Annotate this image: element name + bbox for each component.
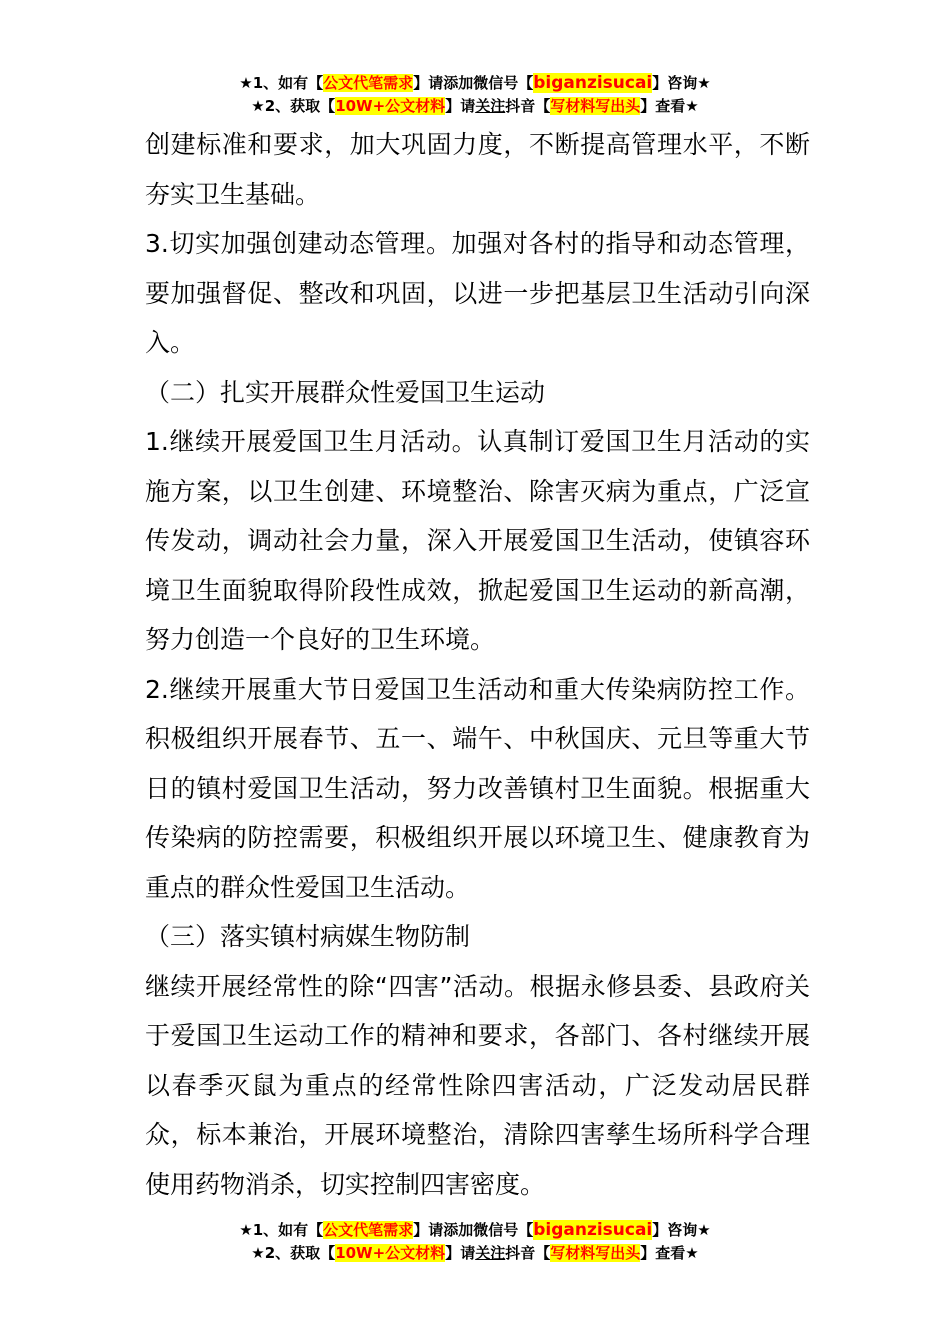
paragraph-continuation: 创建标准和要求，加大巩固力度，不断提高管理水平，不断夯实卫生基础。: [145, 130, 810, 209]
header-banner: [0, 72, 950, 118]
paragraph-pest-control: 继续开展经常性的除“四害”活动。根据永修县委、县政府关于爱国卫生运动工作的精神和要求，各部门、各村继续开展以春季灭鼠为重点的经常性除四害活动，广泛发动居民群众，标本兼治，开展环境整治，清除四害孳生场所科学合理使用药物消杀，切实控制四害密度。: [145, 971, 810, 1199]
paragraph-item-2: 2.继续开展重大节日爱国卫生活动和重大传染病防控工作。积极组织开展春节、五一、端午、中秋国庆、元旦等重大节日的镇村爱国卫生活动，努力改善镇村卫生面貌。根据重大传染病的防控需要，积极组织开展以环境卫生、健康教育为重点的群众性爱国卫生活动。: [145, 674, 810, 902]
header-line-2: [0, 95, 950, 118]
footer-line-2: [0, 1242, 950, 1265]
footer-highlight-wechat-id: biganzisucai: [533, 1220, 653, 1240]
section-heading-3: （三）落实镇村病媒生物防制: [145, 922, 471, 951]
header-highlight-service: 公文代笔需求: [323, 74, 414, 92]
footer-underline-follow: 关注: [475, 1244, 506, 1262]
footer-line-1-suffix: 】咨询★: [652, 1221, 711, 1239]
footer-line-2-mid2: 抖音【: [505, 1244, 551, 1262]
header-line-2-suffix: 】查看★: [640, 97, 699, 115]
footer-line-2-suffix: 】查看★: [640, 1244, 699, 1262]
header-line-1-prefix: ★1、如有【: [239, 74, 324, 92]
header-line-2-prefix: ★2、获取【: [251, 97, 336, 115]
header-underline-follow: 关注: [475, 97, 506, 115]
header-highlight-douyin: 写材料写出头: [550, 97, 641, 115]
header-line-2-mid1: 】请: [445, 97, 476, 115]
header-highlight-materials: 10W+公文材料: [335, 97, 446, 115]
header-line-1: [0, 72, 950, 95]
section-heading-2: （二）扎实开展群众性爱国卫生运动: [145, 377, 546, 407]
header-line-2-mid2: 抖音【: [505, 97, 551, 115]
footer-line-1: [0, 1219, 950, 1242]
paragraph-item-1: 1.继续开展爱国卫生月活动。认真制订爱国卫生月活动的实施方案，以卫生创建、环境整治、除害灭病为重点，广泛宣传发动，调动社会力量，深入开展爱国卫生活动，使镇容环境卫生面貌取得阶段性成效，掀起爱国卫生运动的新高潮，努力创造一个良好的卫生环境。: [145, 427, 810, 654]
header-line-1-suffix: 】咨询★: [652, 74, 711, 92]
document-body: [145, 120, 810, 1209]
footer-line-2-mid1: 】请: [445, 1244, 476, 1262]
paragraph-item-3: 3.切实加强创建动态管理。加强对各村的指导和动态管理，要加强督促、整改和巩固，以进一步把基层卫生活动引向深入。: [145, 229, 810, 357]
footer-highlight-service: 公文代笔需求: [323, 1221, 414, 1239]
footer-line-2-prefix: ★2、获取【: [251, 1244, 336, 1262]
footer-highlight-materials: 10W+公文材料: [335, 1244, 446, 1262]
footer-banner: [0, 1219, 950, 1265]
header-highlight-wechat-id: biganzisucai: [533, 73, 653, 93]
footer-highlight-douyin: 写材料写出头: [550, 1244, 641, 1262]
header-line-1-mid: 】请添加微信号【: [413, 74, 534, 92]
footer-line-1-prefix: ★1、如有【: [239, 1221, 324, 1239]
footer-line-1-mid: 】请添加微信号【: [413, 1221, 534, 1239]
